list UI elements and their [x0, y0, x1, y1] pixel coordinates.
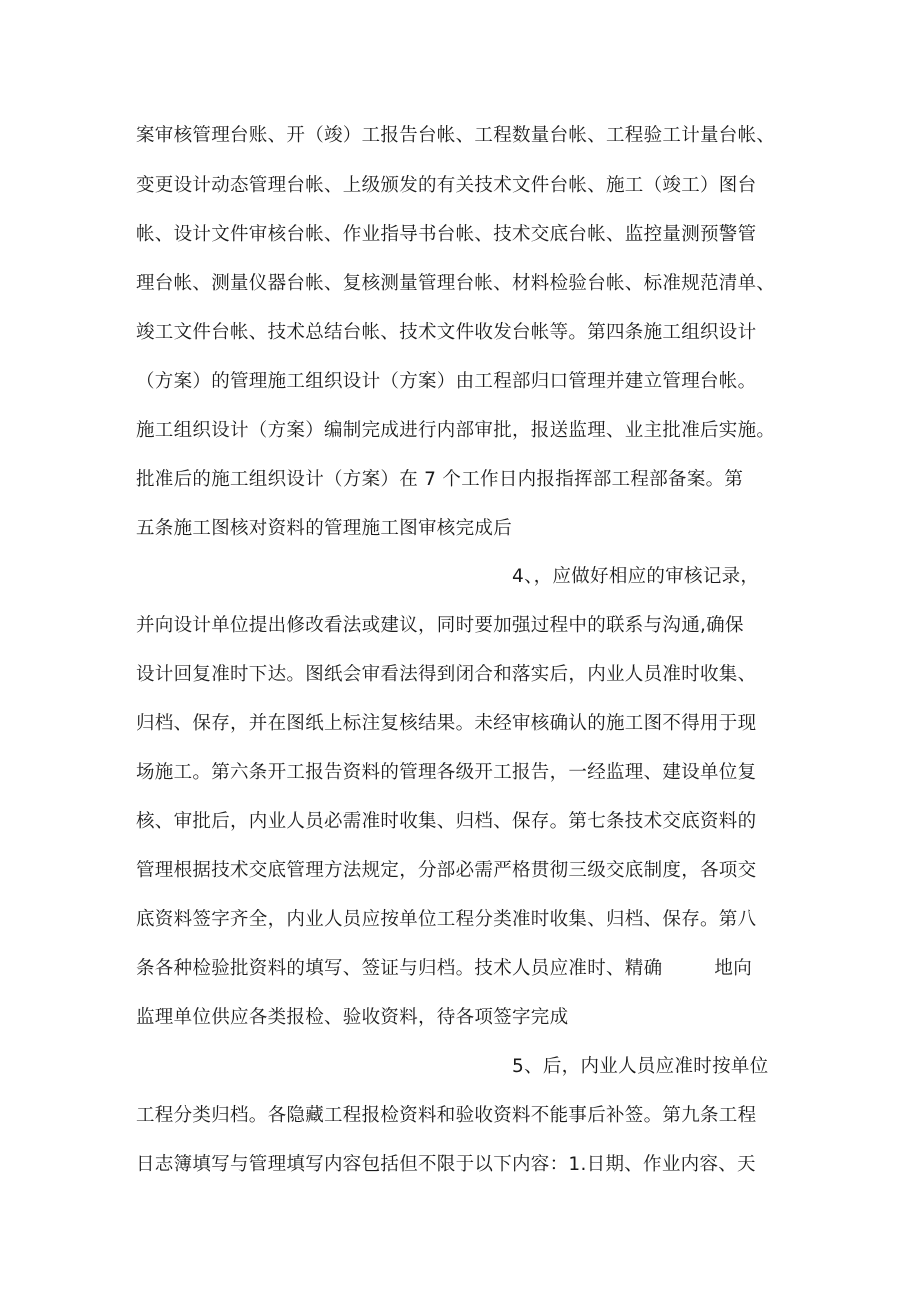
- text-line: 变更设计动态管理台帐、上级颁发的有关技术文件台帐、施工（竣工）图台: [136, 175, 757, 196]
- text-line: 管理根据技术交底管理方法规定，分部必需严格贯彻三级交底制度，各项交: [136, 860, 757, 881]
- text-line: 帐、设计文件审核台帐、作业指导书台帐、技术交底台帐、监控量测预警管: [136, 224, 757, 245]
- text-line: 设计回复准时下达。图纸会审看法得到闭合和落实后，内业人员准时收集、: [136, 664, 757, 685]
- text-line: （方案）的管理施工组织设计（方案）由工程部归口管理并建立管理台帐。: [136, 371, 757, 392]
- text-line: 五条施工图核对资料的管理施工图审核完成后: [136, 518, 513, 539]
- text-line: 底资料签字齐全，内业人员应按单位工程分类准时收集、归档、保存。第八: [136, 909, 757, 930]
- text-line: [136, 957, 752, 981]
- text-line: 监理单位供应各类报检、验收资料，待各项签字完成: [136, 1007, 569, 1028]
- text-line: 工程分类归档。各隐藏工程报检资料和验收资料不能事后补签。第九条工程: [136, 1105, 757, 1126]
- text-line: 场施工。第六条开工报告资料的管理各级开工报告，一经监理、建设单位复: [136, 762, 757, 783]
- text-line: 并向设计单位提出修改看法或建议，同时要加强过程中的联系与沟通,确保: [136, 615, 744, 636]
- text-line: 施工组织设计（方案）编制完成进行内部审批，报送监理、业主批准后实施。: [136, 420, 776, 441]
- text-line: 批准后的施工组织设计（方案）在 7 个工作日内报指挥部工程部备案。第: [136, 469, 744, 490]
- text-line: 归档、保存，并在图纸上标注复核结果。未经审核确认的施工图不得用于现: [136, 713, 757, 734]
- text-line: 竣工文件台帐、技术总结台帐、技术文件收发台帐等。第四条施工组织设计: [136, 322, 757, 343]
- text-line: 日志簿填写与管理填写内容包括但不限于以下内容：1.日期、作业内容、天: [136, 1154, 756, 1175]
- text-segment: 地向: [714, 958, 753, 979]
- section-lead-line: 5、后，内业人员应准时按单位: [512, 1056, 769, 1077]
- text-line: 理台帐、测量仪器台帐、复核测量管理台帐、材料检验台帐、标准规范清单、: [136, 273, 776, 294]
- text-line: 核、审批后，内业人员必需准时收集、归档、保存。第七条技术交底资料的: [136, 811, 757, 832]
- text-segment: 条各种检验批资料的填写、签证与归档。技术人员应准时、精确: [136, 958, 663, 979]
- text-line: 案审核管理台账、开（竣）工报告台帐、工程数量台帐、工程验工计量台帐、: [136, 125, 776, 146]
- section-lead-line: 4、，应做好相应的审核记录，: [512, 566, 760, 587]
